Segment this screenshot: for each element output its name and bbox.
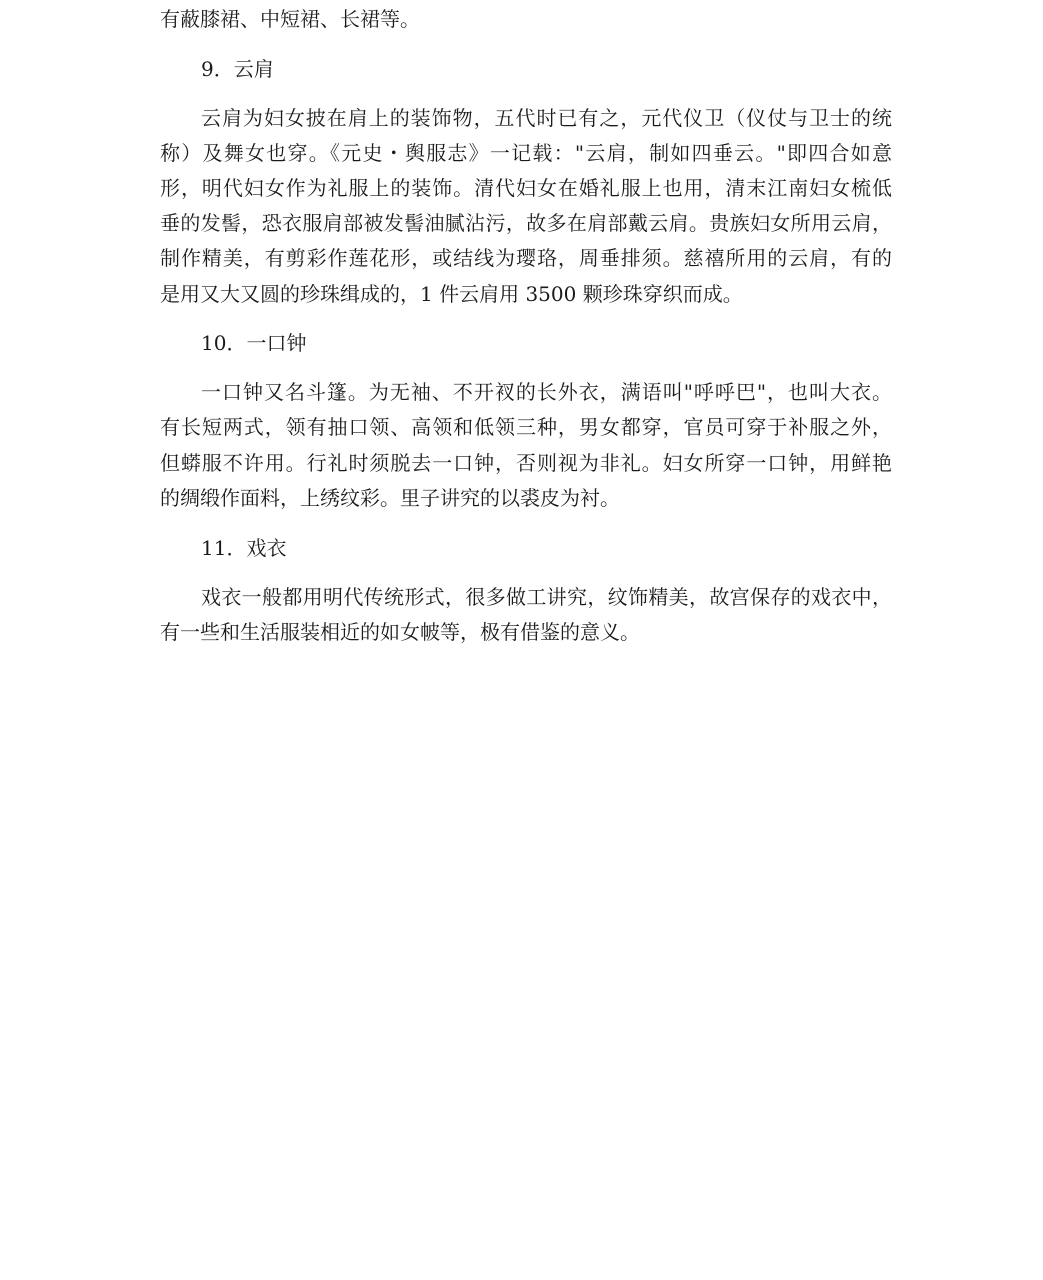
paragraph-line: 有蔽膝裙、中短裙、长裙等。 bbox=[160, 7, 420, 31]
section-heading: 10．一口钟 bbox=[201, 331, 307, 355]
paragraph-line: 形，明代妇女作为礼服上的装饰。清代妇女在婚礼服上也用，清末江南妇女梳低 bbox=[160, 176, 892, 200]
paragraph-line: 戏衣一般都用明代传统形式，很多做工讲究，纹饰精美，故宫保存的戏衣中， bbox=[201, 585, 892, 609]
paragraph-line: 有一些和生活服装相近的如女帔等，极有借鉴的意义。 bbox=[160, 620, 640, 644]
paragraph-line: 的绸缎作面料，上绣纹彩。里子讲究的以裘皮为衬。 bbox=[160, 486, 620, 510]
paragraph-line: 是用又大又圆的珍珠缉成的，1 件云肩用 3500 颗珍珠穿织而成。 bbox=[160, 282, 743, 306]
paragraph-line: 有长短两式，领有抽口领、高领和低领三种，男女都穿，官员可穿于补服之外， bbox=[160, 415, 892, 439]
paragraph-line: 但蟒服不许用。行礼时须脱去一口钟，否则视为非礼。妇女所穿一口钟，用鲜艳 bbox=[160, 451, 892, 475]
paragraph-line: 一口钟又名斗篷。为无袖、不开衩的长外衣，满语叫"呼呼巴"，也叫大衣。 bbox=[201, 380, 892, 404]
paragraph-line: 称）及舞女也穿。《元史・舆服志》一记载："云肩，制如四垂云。"即四合如意 bbox=[160, 141, 892, 165]
section-heading: 9．云肩 bbox=[201, 57, 274, 81]
section-heading: 11．戏衣 bbox=[201, 536, 287, 560]
paragraph-line: 制作精美，有剪彩作莲花形，或结线为璎珞，周垂排须。慈禧所用的云肩，有的 bbox=[160, 246, 892, 270]
paragraph-line: 云肩为妇女披在肩上的装饰物，五代时已有之，元代仪卫（仪仗与卫士的统 bbox=[201, 106, 892, 130]
paragraph-line: 垂的发髻，恐衣服肩部被发髻油腻沾污，故多在肩部戴云肩。贵族妇女所用云肩， bbox=[160, 211, 892, 235]
